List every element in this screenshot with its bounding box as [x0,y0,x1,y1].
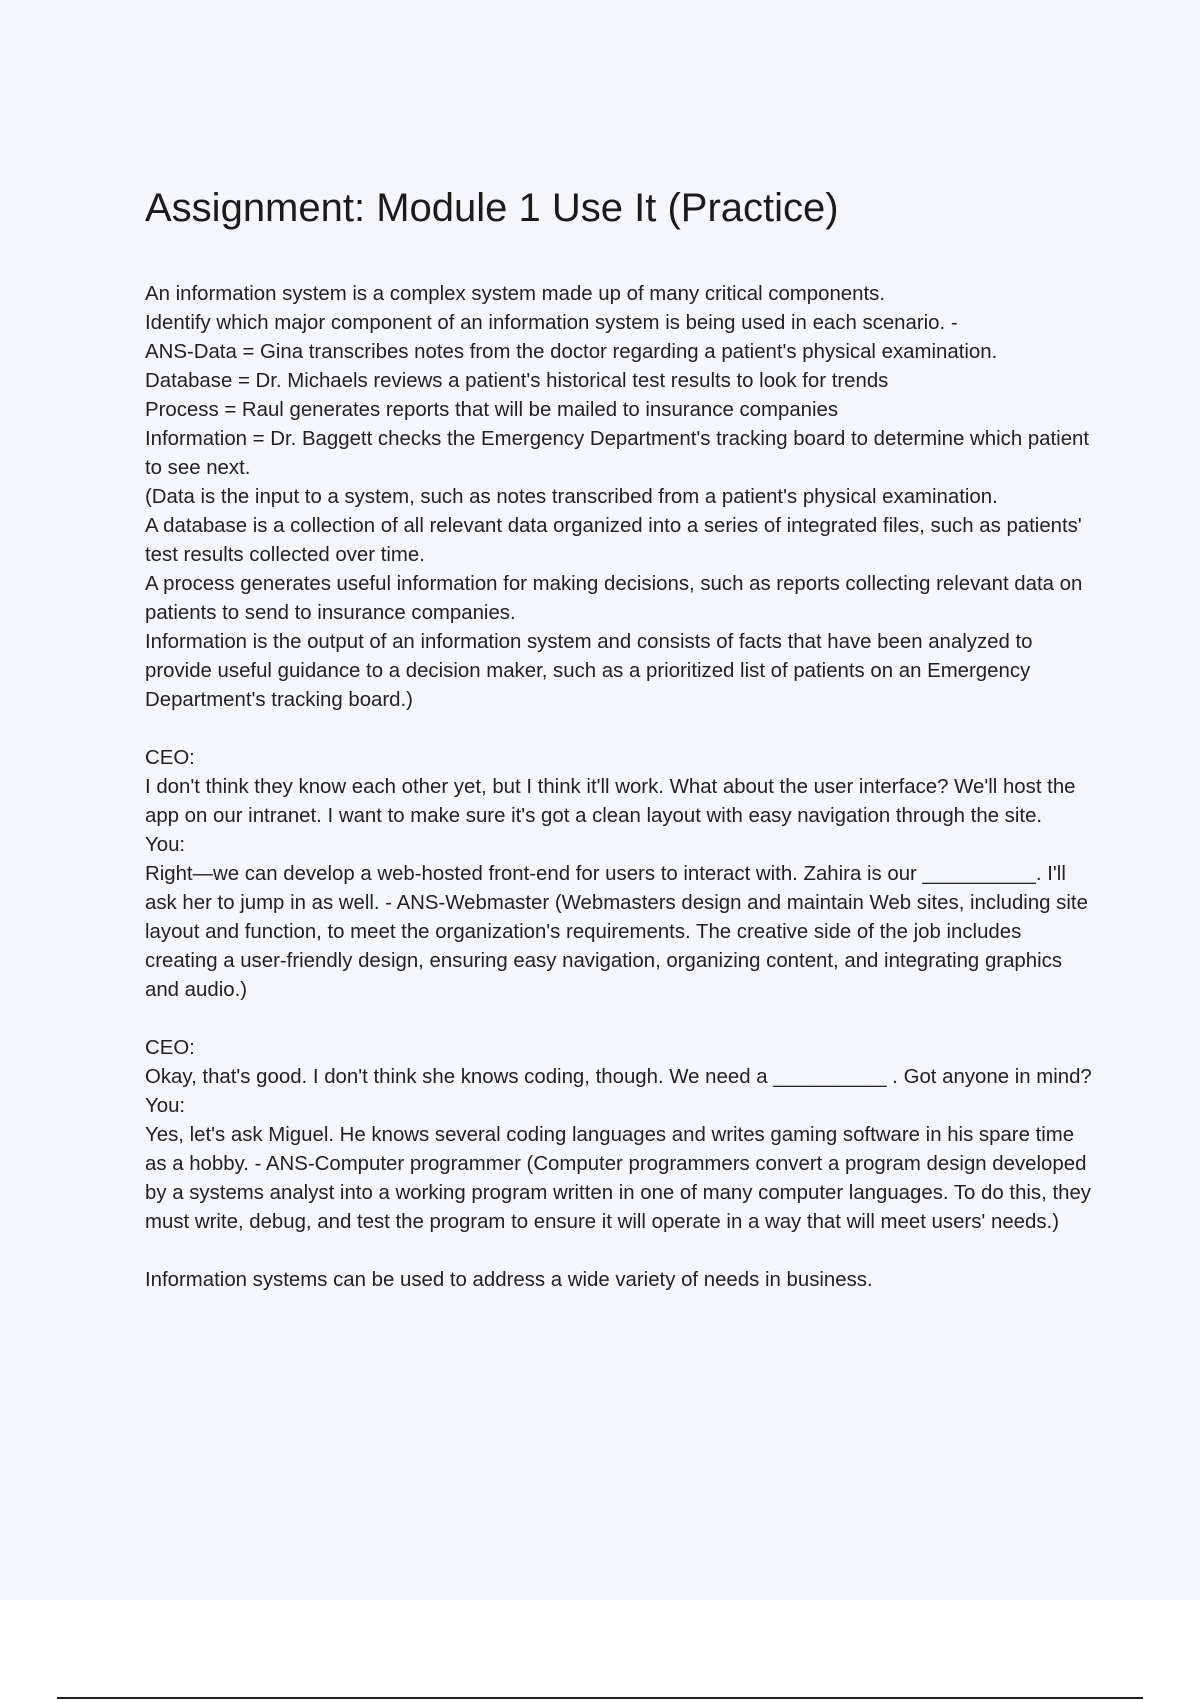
speaker-label-ceo: CEO: [145,747,195,769]
dialogue-ceo-user-interface: I don't think they know each other yet, but I think it'll work. What about the user interface? We'll host the app on our intranet. I want to make sure it's got a clean layout with easy navigation through the site. [145,776,1076,827]
body-paragraph-explain-database: A database is a collection of all relevant data organized into a series of integrated files, such as patients' test results collected over time. [145,515,1082,566]
document-body [145,280,1095,1295]
document-title: Assignment: Module 1 Use It (Practice) [145,186,839,230]
body-paragraph-answer-data: ANS-Data = Gina transcribes notes from the doctor regarding a patient's physical examination. [145,341,998,363]
paragraph-gap [145,1237,1095,1266]
footer-divider [57,1697,1143,1699]
body-paragraph-answer-database: Database = Dr. Michaels reviews a patient's historical test results to look for trends [145,370,889,392]
speaker-label-ceo: CEO: [145,1037,195,1059]
body-paragraph-explain-process: A process generates useful information for making decisions, such as reports collecting relevant data on patients to send to insurance companies. [145,573,1083,624]
paragraph-gap [145,715,1095,744]
paragraph-gap [145,1005,1095,1034]
speaker-label-you: You: [145,834,186,856]
body-paragraph-answer-information: Information = Dr. Baggett checks the Emergency Department's tracking board to determine which patient to see next. [145,428,1090,479]
body-paragraph-explain-data: (Data is the input to a system, such as notes transcribed from a patient's physical examination. [145,486,998,508]
body-paragraph-intro: An information system is a complex system made up of many critical components. [145,283,886,305]
dialogue-ceo-coding: Okay, that's good. I don't think she knows coding, though. We need a __________ . Got anyone in mind? [145,1066,1092,1088]
body-paragraph-explain-information: Information is the output of an information system and consists of facts that have been analyzed to provide useful guidance to a decision maker, such as a prioritized list of patients on an Emergency Department's tracking board.) [145,631,1033,711]
dialogue-you-webmaster: Right—we can develop a web-hosted front-end for users to interact with. Zahira is our __________. I'll ask her to jump in as well. - ANS-Webmaster (Webmasters design and maintain Web sites, including site layout and function, to meet the organization's requirements. The creative side of the job includes creating a user-friendly design, ensuring easy navigation, organizing content, and integrating graphics and audio.) [145,863,1088,1001]
body-paragraph-question: Identify which major component of an information system is being used in each scenario. - [145,312,958,334]
speaker-label-you: You: [145,1095,186,1117]
body-paragraph-closing: Information systems can be used to address a wide variety of needs in business. [145,1269,873,1291]
dialogue-you-programmer: Yes, let's ask Miguel. He knows several coding languages and writes gaming software in his spare time as a hobby. - ANS-Computer programmer (Computer programmers convert a program design developed by a systems analyst into a working program written in one of many computer languages. To do this, they must write, debug, and test the program to ensure it will operate in a way that will meet users' needs.) [145,1124,1092,1233]
body-paragraph-answer-process: Process = Raul generates reports that will be mailed to insurance companies [145,399,839,421]
